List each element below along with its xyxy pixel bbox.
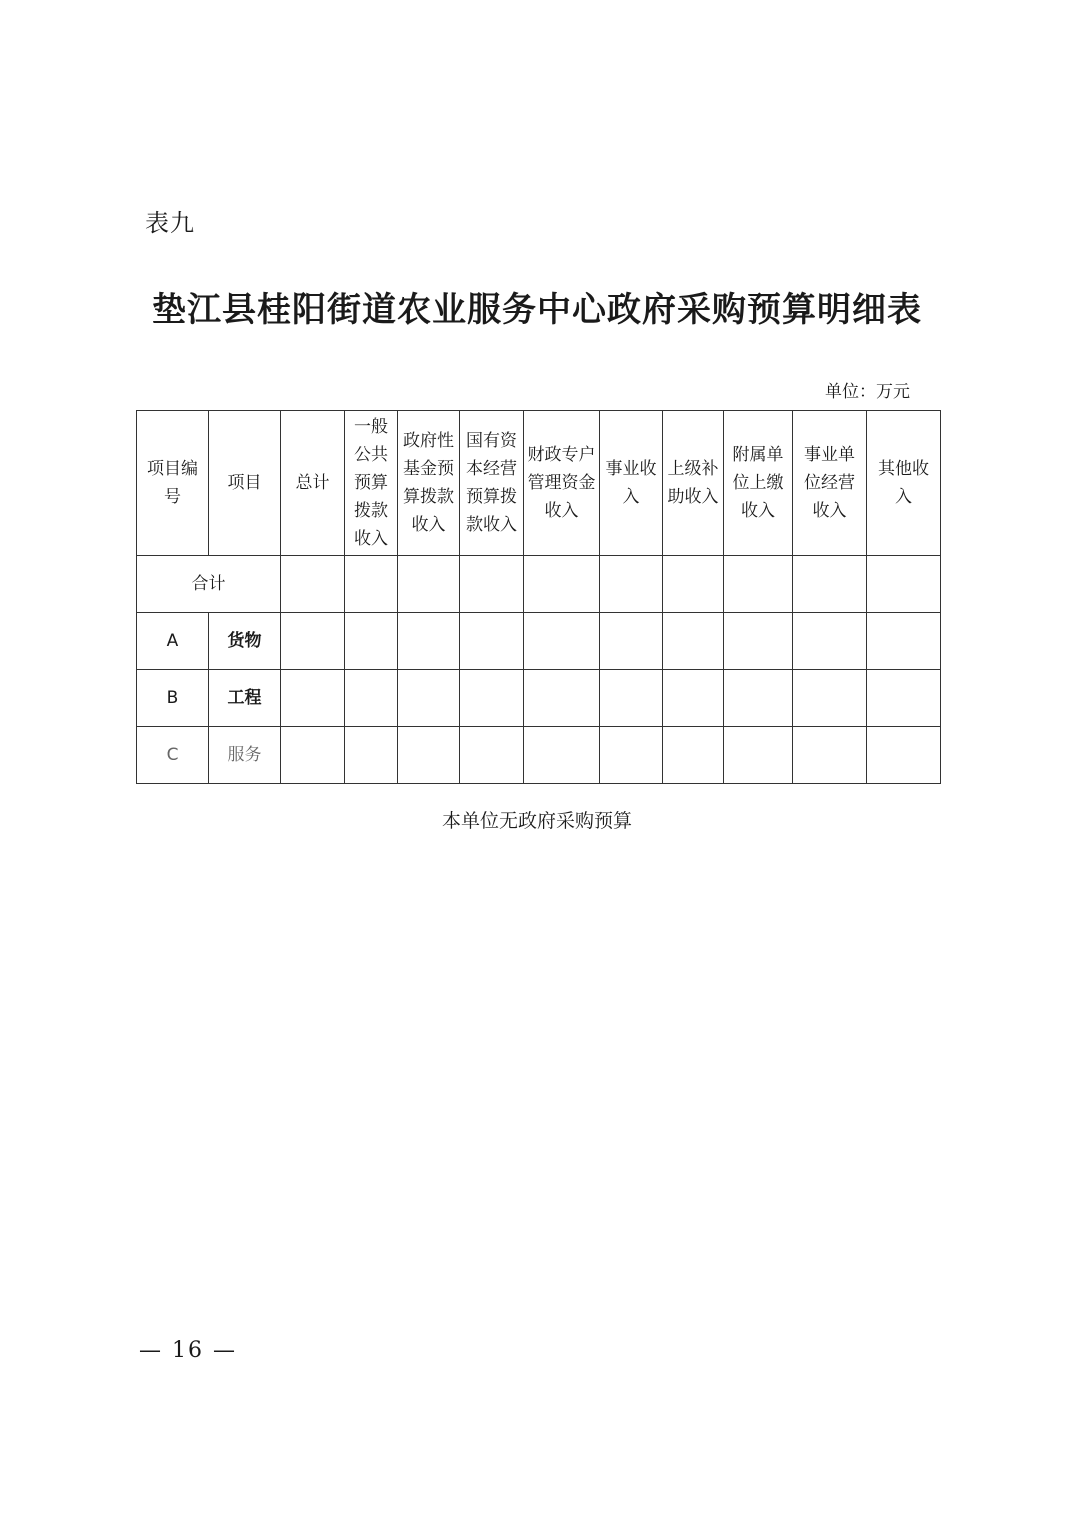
- header-cell-special-account: 财政专户管理资金收入: [524, 411, 600, 556]
- page-number: — 16 —: [139, 1338, 237, 1363]
- table-cell: [793, 613, 867, 670]
- row-item: 服务: [209, 727, 281, 784]
- no-budget-note: 本单位无政府采购预算: [441, 810, 632, 832]
- row-code: B: [137, 670, 209, 727]
- table-cell: [345, 613, 398, 670]
- header-cell-general-budget: 一般公共预算拨款收入: [345, 411, 398, 556]
- table-cell: [724, 727, 793, 784]
- header-row: [137, 411, 941, 556]
- table-cell: [724, 613, 793, 670]
- table-cell: [600, 670, 663, 727]
- table-cell: [600, 727, 663, 784]
- table-cell: [724, 556, 793, 613]
- table-row-engineering: [137, 670, 941, 727]
- table-cell: [281, 556, 345, 613]
- table-cell: [398, 727, 460, 784]
- header-cell-superior-subsidy: 上级补助收入: [663, 411, 724, 556]
- table-cell: [663, 556, 724, 613]
- table-cell: [460, 556, 524, 613]
- table-cell: [524, 727, 600, 784]
- table-cell: [281, 670, 345, 727]
- table-cell: [724, 670, 793, 727]
- table-row-goods: [137, 613, 941, 670]
- table-cell: [398, 613, 460, 670]
- table-cell: [793, 670, 867, 727]
- table-cell: [345, 670, 398, 727]
- table-cell: [600, 613, 663, 670]
- unit-label: 单位：万元: [825, 382, 910, 402]
- table-cell: [398, 556, 460, 613]
- row-code: C: [137, 727, 209, 784]
- total-label: 合计: [137, 556, 281, 613]
- total-row: [137, 556, 941, 613]
- table-cell: [663, 670, 724, 727]
- document-title: 垫江县桂阳街道农业服务中心政府采购预算明细表: [152, 290, 922, 330]
- table-cell: [663, 613, 724, 670]
- row-code: A: [137, 613, 209, 670]
- header-cell-state-capital: 国有资本经营预算拨款收入: [460, 411, 524, 556]
- header-cell-code: 项目编号: [137, 411, 209, 556]
- table-cell: [398, 670, 460, 727]
- table-label: 表九: [145, 209, 195, 237]
- table-cell: [524, 556, 600, 613]
- table-cell: [345, 556, 398, 613]
- header-cell-business-income: 事业收入: [600, 411, 663, 556]
- table-row-services: [137, 727, 941, 784]
- header-cell-affiliate-income: 附属单位上缴收入: [724, 411, 793, 556]
- table-cell: [460, 727, 524, 784]
- table-cell: [345, 727, 398, 784]
- procurement-budget-table: [136, 410, 941, 784]
- table-cell: [524, 613, 600, 670]
- table-cell: [867, 727, 941, 784]
- row-item: 工程: [209, 670, 281, 727]
- header-cell-item: 项目: [209, 411, 281, 556]
- table-cell: [460, 670, 524, 727]
- table-cell: [867, 613, 941, 670]
- table-cell: [867, 556, 941, 613]
- table-cell: [600, 556, 663, 613]
- header-cell-total: 总计: [281, 411, 345, 556]
- header-cell-gov-fund: 政府性基金预算拨款收入: [398, 411, 460, 556]
- row-item: 货物: [209, 613, 281, 670]
- table-cell: [281, 613, 345, 670]
- table-cell: [524, 670, 600, 727]
- table-cell: [793, 727, 867, 784]
- table-cell: [281, 727, 345, 784]
- table-cell: [460, 613, 524, 670]
- table-cell: [793, 556, 867, 613]
- header-cell-other-income: 其他收入: [867, 411, 941, 556]
- header-cell-operating-income: 事业单位经营收入: [793, 411, 867, 556]
- table-cell: [867, 670, 941, 727]
- table-cell: [663, 727, 724, 784]
